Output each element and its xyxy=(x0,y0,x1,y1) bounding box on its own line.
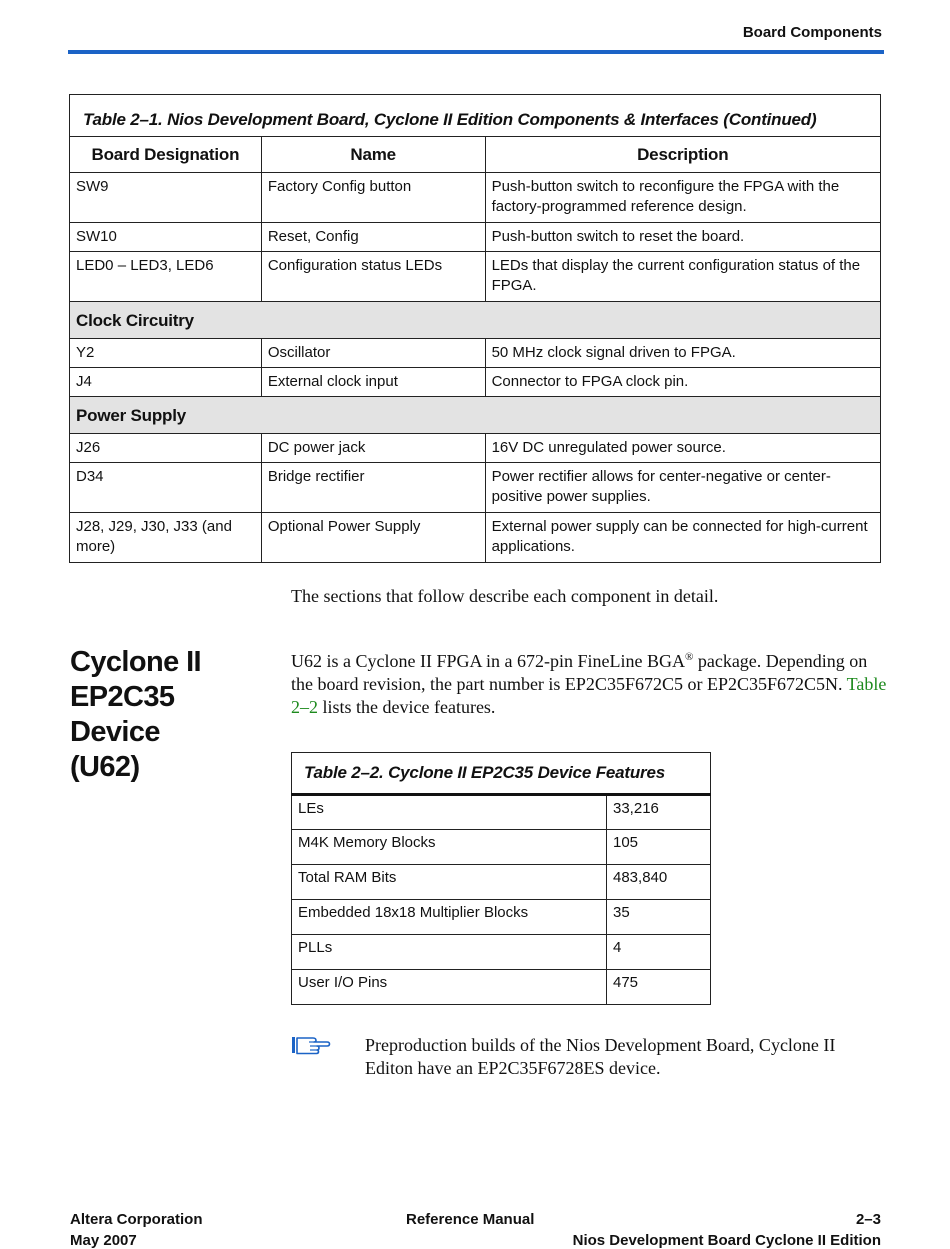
table-row xyxy=(292,865,711,900)
table-row xyxy=(70,463,881,513)
footer-company: Altera Corporation xyxy=(70,1211,203,1228)
table-row xyxy=(70,339,881,368)
cell-name: Configuration status LEDs xyxy=(261,252,485,302)
header-rule xyxy=(68,50,884,54)
cell-description: Connector to FPGA clock pin. xyxy=(485,368,880,397)
cell-description: 50 MHz clock signal driven to FPGA. xyxy=(485,339,880,368)
footer-manual: Reference Manual xyxy=(406,1211,535,1228)
cell-description: Power rectifier allows for center-negative or center-positive power supplies. xyxy=(485,463,880,513)
cell-designation: J4 xyxy=(70,368,262,397)
cell-designation: D34 xyxy=(70,463,262,513)
feature-label: User I/O Pins xyxy=(292,970,607,1005)
section-label: Power Supply xyxy=(70,397,881,434)
feature-label: M4K Memory Blocks xyxy=(292,830,607,865)
table-row xyxy=(70,368,881,397)
running-header: Board Components xyxy=(742,24,882,41)
cell-description: LEDs that display the current configuration status of the FPGA. xyxy=(485,252,880,302)
footer-product: Nios Development Board Cyclone II Edition xyxy=(572,1232,881,1249)
note-paragraph: Preproduction builds of the Nios Development Board, Cyclone II Editon have an EP2C35F6728ES device. xyxy=(365,1035,836,1078)
cell-name: Bridge rectifier xyxy=(261,463,485,513)
cell-designation: Y2 xyxy=(70,339,262,368)
cell-name: External clock input xyxy=(261,368,485,397)
section-row-power xyxy=(70,397,881,434)
table-caption: Table 2–1. Nios Development Board, Cyclone II Edition Components & Interfaces (Continued) xyxy=(70,95,881,137)
table-row xyxy=(70,434,881,463)
registered-mark: ® xyxy=(684,651,694,663)
cell-name: Optional Power Supply xyxy=(261,513,485,563)
cell-name: Reset, Config xyxy=(261,223,485,252)
table-caption: Table 2–2. Cyclone II EP2C35 Device Features xyxy=(292,753,711,795)
table-row xyxy=(292,830,711,865)
feature-value: 475 xyxy=(607,970,711,1005)
table-row xyxy=(70,173,881,223)
footer-right xyxy=(573,1209,881,1249)
feature-label: PLLs xyxy=(292,935,607,970)
cell-designation: J26 xyxy=(70,434,262,463)
paragraph-text: U62 is a Cyclone II FPGA in a 672-pin FineLine BGA xyxy=(291,651,685,671)
paragraph-text: lists the device features. xyxy=(318,697,496,717)
column-header-name: Name xyxy=(261,137,485,173)
table-row xyxy=(292,795,711,830)
table-row xyxy=(292,935,711,970)
cell-designation: J28, J29, J30, J33 (and more) xyxy=(70,513,262,563)
heading-line: Cyclone II xyxy=(70,646,201,678)
feature-value: 35 xyxy=(607,900,711,935)
footer-page-number: 2–3 xyxy=(855,1211,881,1228)
paragraph-text: package. Depending on the board revision, the part number is EP2C35F672C5 or EP2C35F672C5N. xyxy=(291,651,868,694)
feature-value: 105 xyxy=(607,830,711,865)
components-table xyxy=(69,94,881,563)
heading-line: EP2C35 Device xyxy=(70,681,175,748)
table-row xyxy=(292,970,711,1005)
table-row xyxy=(292,900,711,935)
cell-description: External power supply can be connected for high-current applications. xyxy=(485,513,880,563)
footer-date: May 2007 xyxy=(70,1232,137,1249)
feature-label: LEs xyxy=(292,795,607,830)
cell-name: Oscillator xyxy=(261,339,485,368)
cell-description: Push-button switch to reconfigure the FPGA with the factory-programmed reference design. xyxy=(485,173,880,223)
device-features-table xyxy=(291,752,711,1005)
intro-paragraph: The sections that follow describe each component in detail. xyxy=(291,586,719,606)
table-cross-reference-link[interactable]: Table 2–2 xyxy=(291,674,887,717)
cell-name: Factory Config button xyxy=(261,173,485,223)
table-row xyxy=(70,252,881,302)
cell-description: Push-button switch to reset the board. xyxy=(485,223,880,252)
footer-left xyxy=(70,1209,203,1249)
section-heading xyxy=(70,645,270,785)
device-paragraph xyxy=(291,650,891,719)
column-header-description: Description xyxy=(485,137,880,173)
table-row xyxy=(70,223,881,252)
section-label: Clock Circuitry xyxy=(70,302,881,339)
cell-description: 16V DC unregulated power source. xyxy=(485,434,880,463)
cell-designation: SW9 xyxy=(70,173,262,223)
feature-label: Total RAM Bits xyxy=(292,865,607,900)
section-row-clock xyxy=(70,302,881,339)
feature-label: Embedded 18x18 Multiplier Blocks xyxy=(292,900,607,935)
cell-designation: LED0 – LED3, LED6 xyxy=(70,252,262,302)
table-row xyxy=(70,513,881,563)
feature-value: 4 xyxy=(607,935,711,970)
feature-value: 33,216 xyxy=(607,795,711,830)
heading-line: (U62) xyxy=(70,751,140,783)
column-header-designation: Board Designation xyxy=(70,137,262,173)
feature-value: 483,840 xyxy=(607,865,711,900)
cell-name: DC power jack xyxy=(261,434,485,463)
cell-designation: SW10 xyxy=(70,223,262,252)
pointing-hand-icon xyxy=(291,1034,331,1056)
